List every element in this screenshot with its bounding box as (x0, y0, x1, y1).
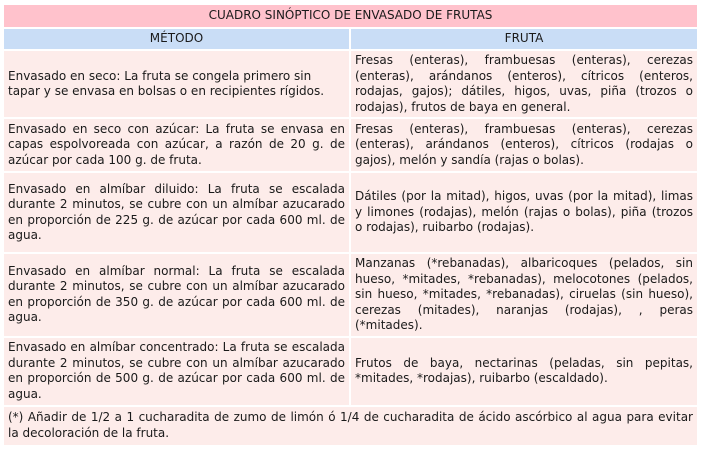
table-title-row (4, 5, 697, 27)
fruit-cell: Fresas (enteras), frambuesas (enteras), cerezas (enteras), arándanos (enteros), cítricos (rodajas o gajos), melón y sandía (rajas o bolas). (351, 119, 697, 171)
fruit-cell: Fresas (enteras), frambuesas (enteras), cerezas (enteras), arándanos (enteros), cítricos (enteros, rodajas, gajos); dátiles, higos, uvas, piña (trozos o rodajas), frutos de baya en general. (351, 51, 697, 117)
table-title: CUADRO SINÓPTICO DE ENVASADO DE FRUTAS (4, 5, 697, 27)
fruit-packing-table (2, 3, 699, 447)
footnote: (*) Añadir de 1/2 a 1 cucharadita de zumo de limón ó 1/4 de cucharadita de ácido ascórbico al agua para evitar la decoloración de la fruta. (4, 407, 697, 445)
footnote-row (4, 407, 697, 445)
fruit-cell: Dátiles (por la mitad), higos, uvas (por la mitad), limas y limones (rodajas), melón (rajas o bolas), piña (trozos o rodajas), ruibarbo (rodajas). (351, 173, 697, 252)
table-row (4, 338, 697, 405)
fruit-packing-table-container (2, 3, 699, 447)
table-row (4, 119, 697, 171)
fruit-cell: Frutos de baya, nectarinas (peladas, sin pepitas, *mitades, *rodajas), ruibarbo (escaldado). (351, 338, 697, 405)
table-row (4, 254, 697, 336)
method-cell: Envasado en almíbar concentrado: La fruta se escalada durante 2 minutos, se cubre con un almíbar azucarado en proporción de 500 g. de azúcar por cada 600 ml. de agua. (4, 338, 349, 405)
method-cell: Envasado en seco: La fruta se congela primero sin tapar y se envasa en bolsas o en recipientes rígidos. (4, 51, 349, 117)
method-cell: Envasado en seco con azúcar: La fruta se envasa en capas espolvoreada con azúcar, a razón de 20 g. de azúcar por cada 100 g. de fruta. (4, 119, 349, 171)
fruit-cell: Manzanas (*rebanadas), albaricoques (pelados, sin hueso, *mitades, *rebanadas), melocotones (pelados, sin hueso, *mitades, *rebanadas), ciruelas (sin hueso), cerezas (mitades), naranjas (rodajas), , peras (*mitades). (351, 254, 697, 336)
table-row (4, 173, 697, 252)
method-cell: Envasado en almíbar diluido: La fruta se escalada durante 2 minutos, se cubre con un almíbar azucarado en proporción de 225 g. de azúcar por cada 600 ml. de agua. (4, 173, 349, 252)
method-column-header: MÉTODO (4, 29, 349, 49)
fruit-column-header: FRUTA (351, 29, 697, 49)
table-row (4, 51, 697, 117)
method-cell: Envasado en almíbar normal: La fruta se escalada durante 2 minutos, se cubre con un almíbar azucarado en proporción de 350 g. de azúcar por cada 600 ml. de agua. (4, 254, 349, 336)
table-header-row (4, 29, 697, 49)
